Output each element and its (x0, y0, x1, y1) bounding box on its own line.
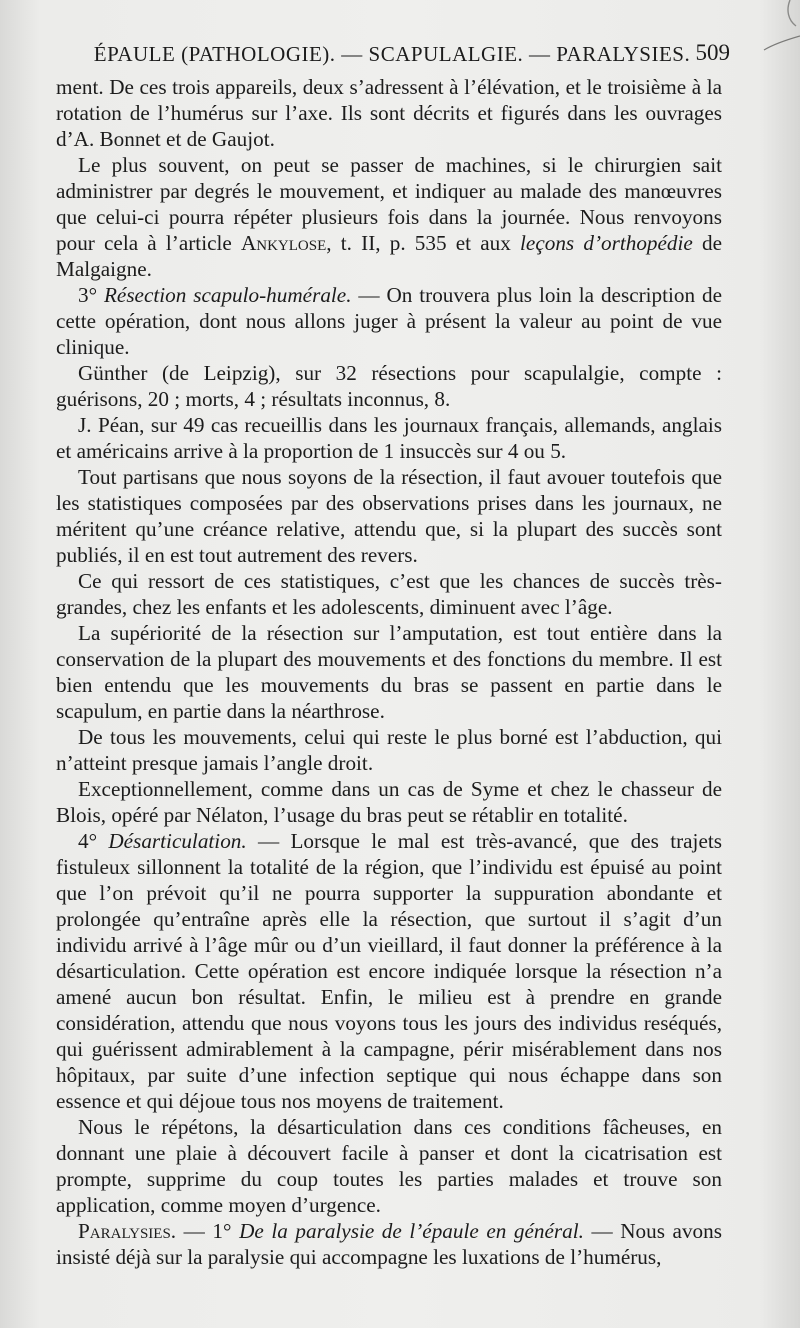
paragraph-pean: J. Péan, sur 49 cas recueillis dans les journaux français, allemands, anglais et américains arrive à la proportion de 1 insuccès sur 4 ou 5. (56, 413, 722, 463)
paragraph-mouvements: De tous les mouvements, celui qui reste le plus borné est l’abduction, qui n’atteint presque jamais l’angle droit. (56, 725, 722, 775)
text-body (56, 74, 722, 1270)
lecons-orthopedie-ref: leçons d’orthopédie (520, 231, 693, 255)
paragraph-repetons: Nous le répétons, la désarticulation dans ces conditions fâcheuses, en donnant une plaie à découvert facile à panser et dont la cicatrisation est prompte, supprime du coup toutes les parties malades et trouve son application, comme moyen d’urgence. (56, 1115, 722, 1217)
paragraph-resection: 3° Résection scapulo-humérale. — On trouvera plus loin la description de cette opération, dont nous allons juger à présent la valeur au point de vue clinique. (56, 283, 722, 359)
header-title: ÉPAULE (PATHOLOGIE). — SCAPULALGIE. — PARALYSIES. (93, 42, 691, 66)
paragraph-1: ment. De ces trois appareils, deux s’adressent à l’élévation, et le troisième à la rotation de l’humérus sur l’axe. Ils sont décrits et figurés dans les ouvrages d’A. Bonnet et de Gaujot. (56, 75, 722, 151)
section-heading-paralysies: Paralysies. (78, 1219, 177, 1243)
section-heading-resection: Résection scapulo-humérale. (103, 283, 352, 307)
paragraph-statistiques: Ce qui ressort de ces statistiques, c’est que les chances de succès très-grandes, chez les enfants et les adolescents, diminuent avec l’âge. (56, 569, 722, 619)
page-number: 509 (695, 40, 730, 65)
paragraph-2: Le plus souvent, on peut se passer de machines, si le chirurgien sait administrer par degrés le mouvement, et indiquer au malade des manœuvres que celui-ci pourra répéter plusieurs fois dans la journée. Nous renvoyons pour cela à l’article Ankylose, t. II, p. 535 et aux leçons d’orthopédie de Malgaigne. (56, 153, 722, 281)
subheading-paralysie-epaule: De la paralysie de l’épaule en général. (239, 1219, 584, 1243)
page-edge-curl (760, 0, 800, 80)
paragraph-superiorite: La supériorité de la résection sur l’amputation, est tout entière dans la conservation de la plupart des mouvements et des fonctions du membre. Il est bien entendu que les mouvements du bras se passent en partie dans le scapulum, en partie dans la néarthrose. (56, 621, 722, 723)
section-heading-desarticulation: Désarticulation. (108, 829, 247, 853)
paragraph-desarticulation: 4° Désarticulation. — Lorsque le mal est très-avancé, que des trajets fistuleux sillonnent la totalité de la région, que l’individu est épuisé au point que l’on prévoit qu’il ne pourra supporter la suppuration abondante et prolongée qu’entraîne après elle la résection, que surtout il s’agit d’un individu arrivé à l’âge mûr ou d’un vieillard, il faut donner la préférence à la désarticulation. Cette opération est encore indiquée lorsque la résection n’a amené aucun bon résultat. Enfin, le milieu est à prendre en grande considération, attendu que nous voyons tous les jours des individus reséqués, qui guérissent admirablement à la campagne, périr misérablement dans nos hôpitaux, par suite d’une infection septique qui nous échappe dans son essence et qui déjoue tous nos moyens de traitement. (56, 829, 722, 1113)
paragraph-paralysies: Paralysies. — 1° De la paralysie de l’épaule en général. — Nous avons insisté déjà sur la paralysie qui accompagne les luxations de l’humérus, (56, 1219, 722, 1269)
paragraph-gunther: Günther (de Leipzig), sur 32 résections pour scapulalgie, compte : guérisons, 20 ; morts, 4 ; résultats inconnus, 8. (56, 361, 722, 411)
paragraph-exceptionnellement: Exceptionnellement, comme dans un cas de Syme et chez le chasseur de Blois, opéré par Nélaton, l’usage du bras peut se rétablir en totalité. (56, 777, 722, 827)
ankylose-ref: Ankylose (240, 231, 327, 255)
paragraph-partisans: Tout partisans que nous soyons de la résection, il faut avouer toutefois que les statistiques composées par des observations prises dans les journaux, ne méritent qu’une créance relative, attendu que, si la plupart des succès sont publiés, il en est tout autrement des revers. (56, 465, 722, 567)
running-header (60, 36, 730, 70)
